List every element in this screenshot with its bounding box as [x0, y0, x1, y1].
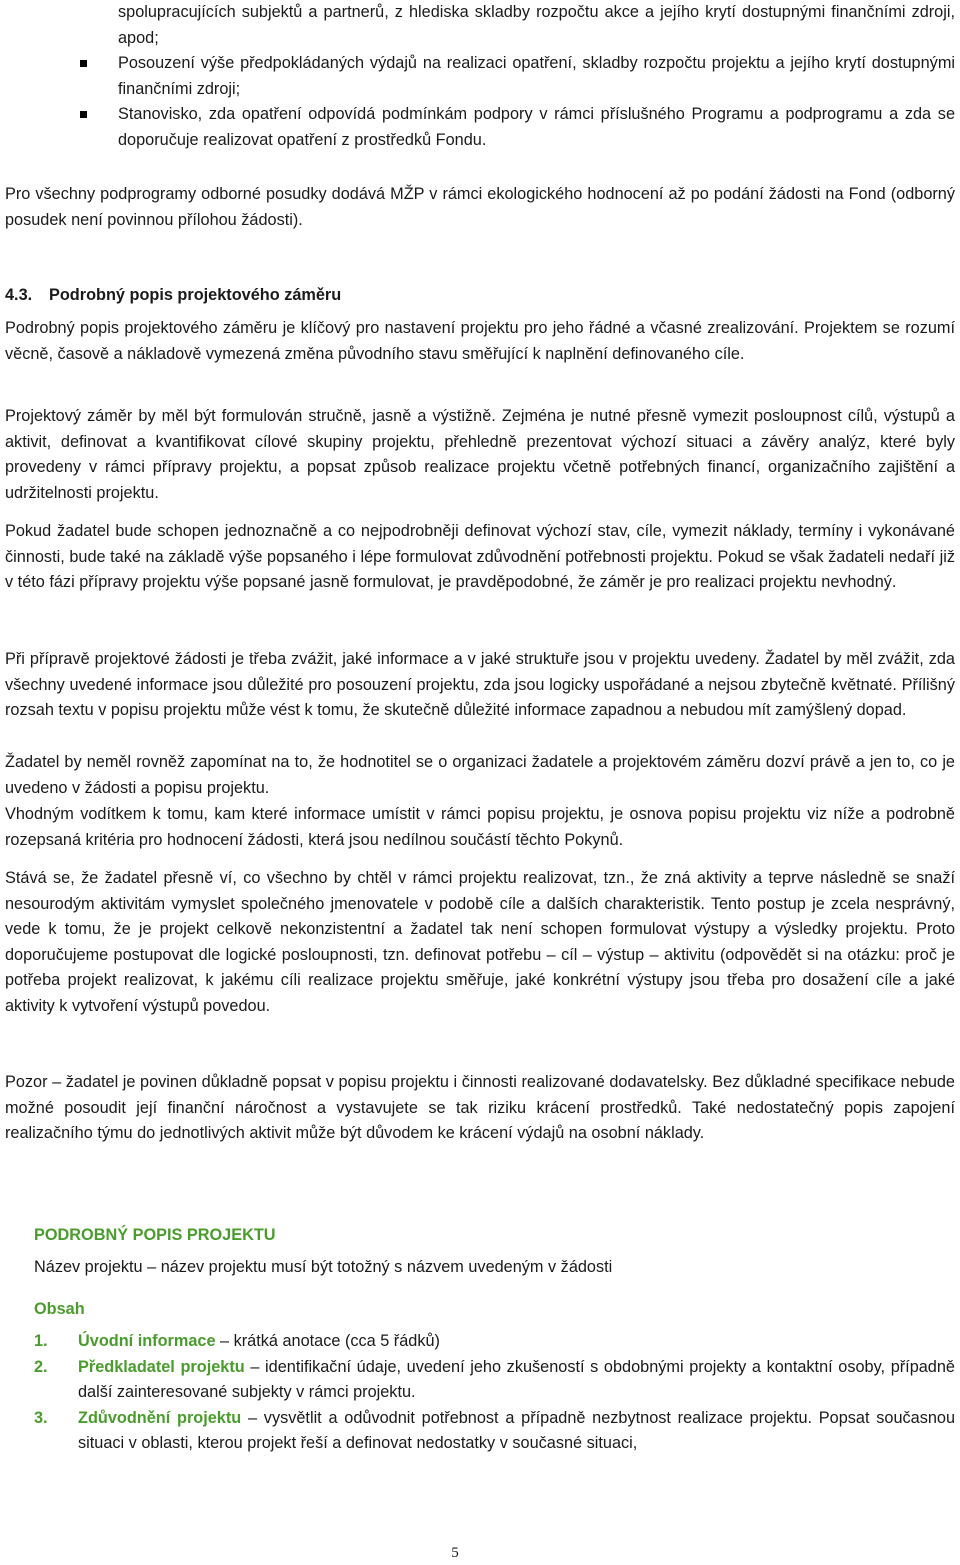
bullet-item-continuation	[0, 0, 955, 51]
contents-list	[0, 1329, 960, 1457]
contents-item-label: Úvodní informace	[78, 1332, 216, 1350]
project-name-line: Název projektu – název projektu musí být totožný s názvem uvedeným v žádosti	[34, 1258, 613, 1276]
paragraph: Projektový záměr by měl být formulován stručně, jasně a výstižně. Zejména je nutné přesně vymezit posloupnost cílů, výstupů a aktivit, definovat a kvantifikovat cílové skupiny projektu, přehledně prezentovat výchozí situaci a závěry analýz, které byly provedeny v rámci přípravy projektu, a popsat způsob realizace projektu včetně potřebných financí, organizačního zajištění a udržitelnosti projektu.	[5, 407, 955, 502]
contents-item-label: Zdůvodnění projektu	[78, 1408, 242, 1427]
contents-item-text: – identifikační údaje, uvedení jeho zkušeností s obdobnými projekty a kontaktní osoby, případně další zainteresované subjekty v rámci projektu.	[78, 1357, 955, 1402]
contents-item-number: 1.	[34, 1332, 48, 1350]
contents-heading: Obsah	[34, 1300, 85, 1318]
bullet-item	[0, 51, 955, 102]
contents-item	[0, 1406, 955, 1457]
bullet-text: Stanovisko, zda opatření odpovídá podmínkám podpory v rámci příslušného Programu a podprogramu a zda se doporučuje realizovat opatření z prostředků Fondu.	[118, 105, 955, 149]
section-number: 4.3.	[5, 286, 33, 304]
paragraph: Vhodným vodítkem k tomu, kam které informace umístit v rámci popisu projektu, je osnova popisu projektu viz níže a podrobně rozepsaná kritéria pro hodnocení žádosti, která jsou nedílnou součástí těchto Pokynů.	[5, 805, 955, 849]
detail-heading: PODROBNÝ POPIS PROJEKTU	[34, 1226, 276, 1244]
contents-item	[0, 1355, 955, 1406]
section-title: Podrobný popis projektového záměru	[49, 286, 342, 304]
expert-opinion-paragraph: Pro všechny podprogramy odborné posudky dodává MŽP v rámci ekologického hodnocení až po podání žádosti na Fond (odborný posudek není povinnou přílohou žádosti).	[5, 185, 955, 229]
contents-item-number: 2.	[34, 1357, 48, 1376]
paragraph: Podrobný popis projektového záměru je klíčový pro nastavení projektu pro jeho řádné a včasné zrealizování. Projektem se rozumí věcně, časově a nákladově vymezená změna původního stavu směřující k naplnění definovaného cíle.	[5, 319, 955, 363]
contents-item-text: – vysvětlit a odůvodnit potřebnost a případně nezbytnost realizace projektu. Popsat současnou situaci v oblasti, kterou projekt řeší a definovat nedostatky v současné situaci,	[78, 1408, 955, 1453]
paragraph: Pokud žadatel bude schopen jednoznačně a co nejpodrobněji definovat výchozí stav, cíle, vymezit náklady, termíny i vykonávané činnosti, bude také na základě výše popsaného i lépe formulovat zdůvodnění potřebnosti projektu. Pokud se však žadateli nedaří již v této fázi přípravy projektu výše popsané jasně formulovat, je pravděpodobné, že záměr je pro realizaci projektu nevhodný.	[5, 522, 955, 592]
bullet-text: spolupracujících subjektů a partnerů, z hlediska skladby rozpočtu akce a jejího krytí dostupnými finančními zdroji, apod;	[118, 3, 955, 47]
contents-item-label: Předkladatel projektu	[78, 1357, 245, 1376]
paragraph: Stává se, že žadatel přesně ví, co všechno by chtěl v rámci projektu realizovat, tzn., že zná aktivity a teprve následně se snaží nesourodým aktivitám vymyslet společného jmenovatele v podobě cíle a dalších charakteristik. Tento postup je zcela nesprávný, vede k tomu, že je projekt celkově nekonzistentní a žadatel tak není schopen formulovat výstupy a výsledky projektu. Proto doporučujeme postupovat dle logické posloupnosti, tzn. definovat potřebu – cíl – výstup – aktivitu (odpovědět si na otázku: proč je potřeba projekt realizovat, k jakému cíli realizace projektu směřuje, jaké konkrétní výstupy jsou třeba pro dosažení cíle a jaké aktivity k vytvoření výstupů povedou.	[5, 869, 955, 1015]
contents-item-number: 3.	[34, 1408, 48, 1427]
paragraph: Při přípravě projektové žádosti je třeba zvážit, jaké informace a v jaké struktuře jsou v projektu uvedeny. Žadatel by měl zvážit, zda všechny uvedené informace jsou důležité pro posouzení projektu, zda jsou logicky uspořádané a nejsou zbytečně květnaté. Přílišný rozsah textu v popisu projektu může vést k tomu, že skutečně důležité informace zapadnou a nebudou mít zamýšlený dopad.	[5, 650, 955, 720]
bullet-item	[0, 102, 955, 153]
square-bullet-icon	[80, 60, 87, 67]
criteria-bullet-list	[0, 0, 960, 154]
warning-paragraph: Pozor – žadatel je povinen důkladně popsat v popisu projektu i činnosti realizované dodavatelsky. Bez důkladné specifikace nebude možné posoudit její finanční náročnost a vystavujete se tak riziku krácení prostředků. Také nedostatečný popis zapojení realizačního týmu do jednotlivých aktivit může být důvodem ke krácení výdajů na osobní náklady.	[5, 1073, 955, 1143]
paragraph: Žadatel by neměl rovněž zapomínat na to, že hodnotitel se o organizaci žadatele a projektovém záměru dozví právě a jen to, co je uvedeno v žádosti a popisu projektu.	[5, 753, 955, 797]
section-heading	[5, 283, 955, 309]
bullet-text: Posouzení výše předpokládaných výdajů na realizaci opatření, skladby rozpočtu projektu a jejího krytí dostupnými finančními zdroji;	[118, 54, 955, 98]
page-number: 5	[451, 1545, 459, 1561]
contents-item-text: – krátká anotace (cca 5 řádků)	[215, 1332, 440, 1350]
contents-item	[0, 1329, 955, 1355]
square-bullet-icon	[80, 111, 87, 118]
